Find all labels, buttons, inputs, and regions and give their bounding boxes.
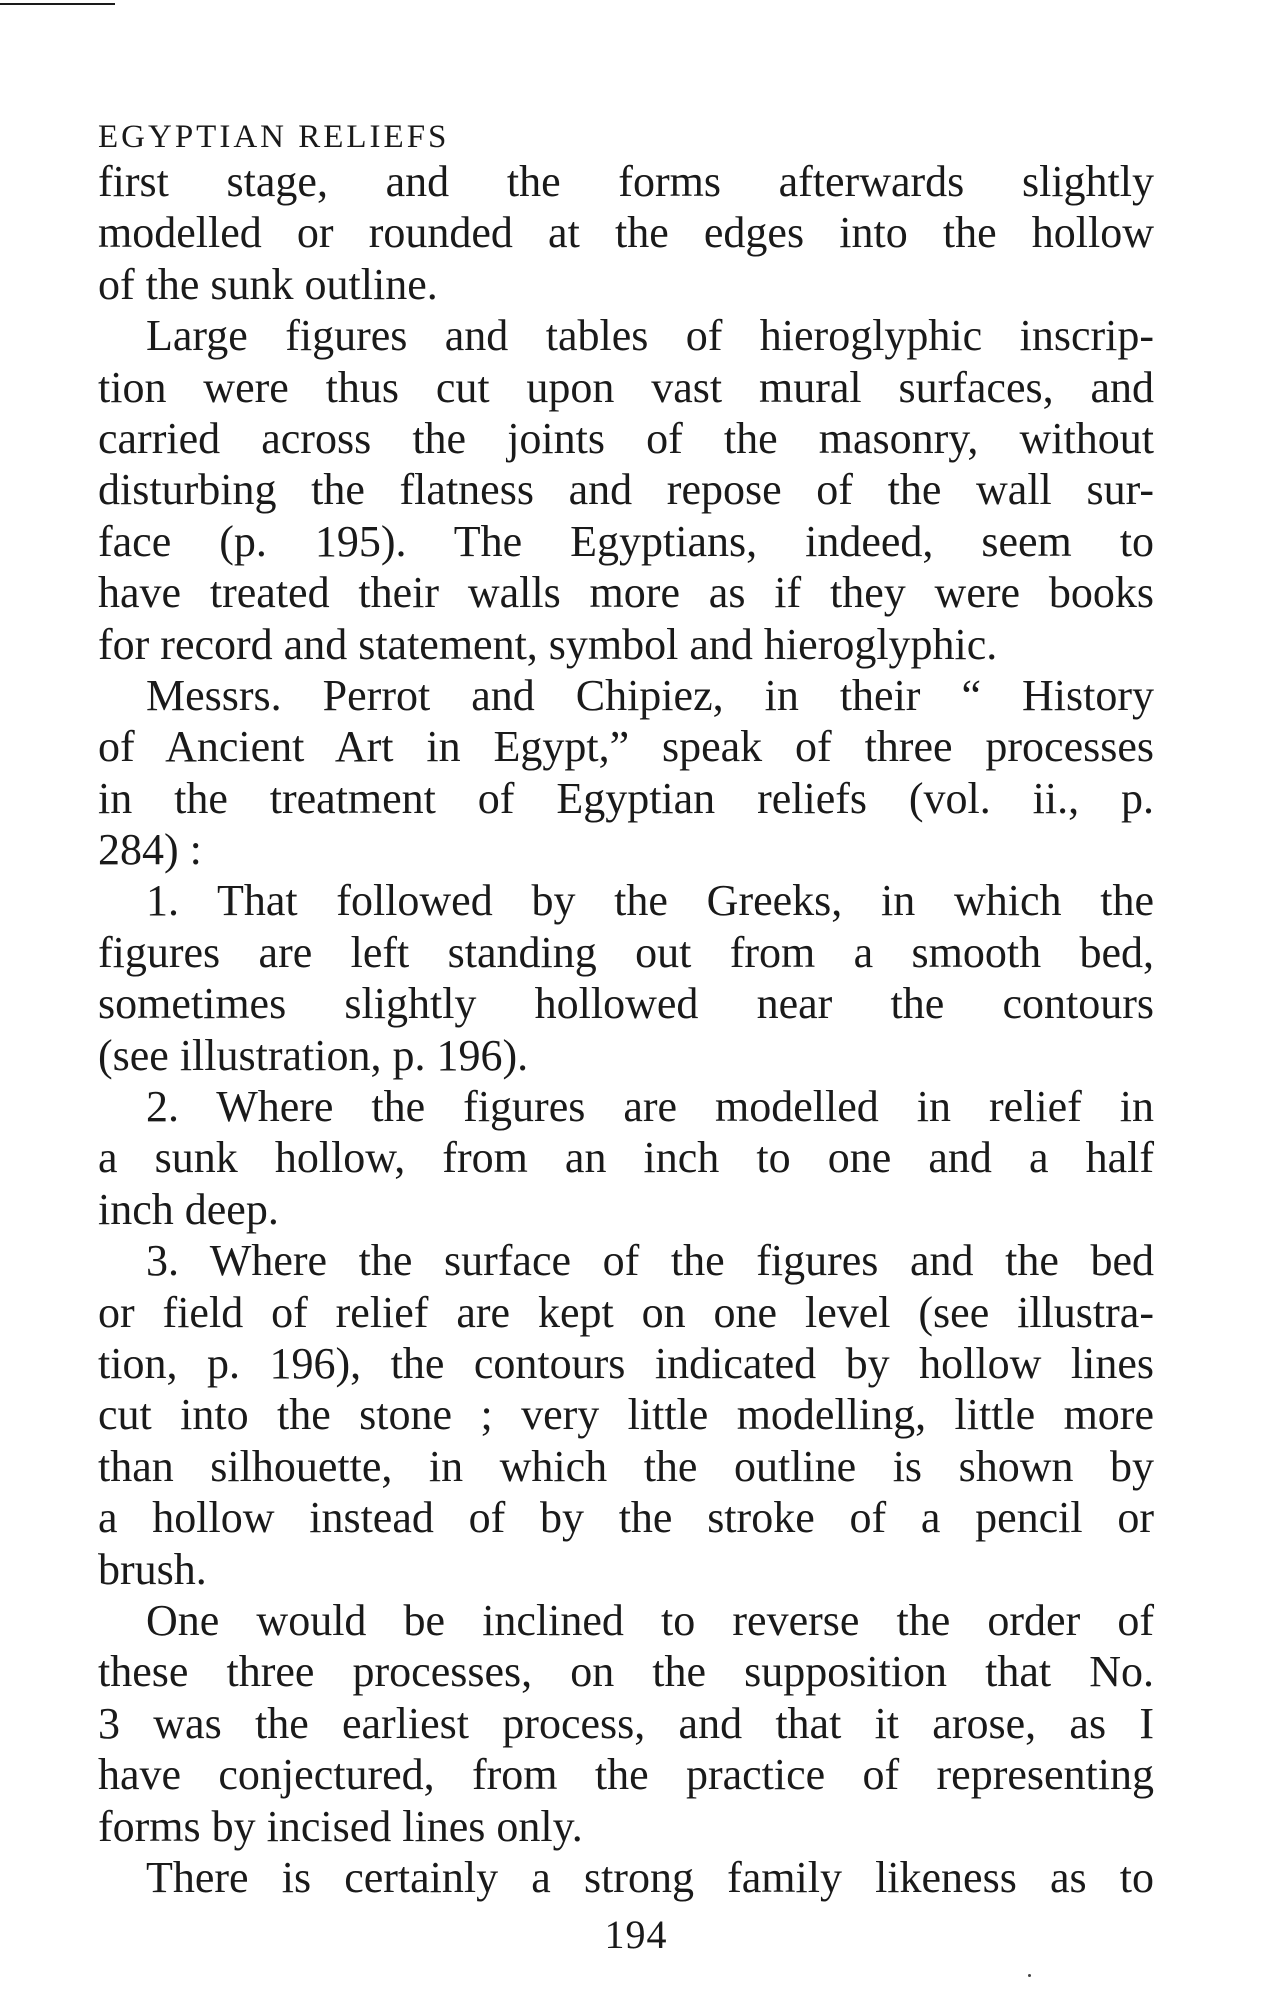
text-line: or field of relief are kept on one level (see illustra- bbox=[98, 1287, 1154, 1337]
text-line: forms by incised lines only. bbox=[98, 1801, 583, 1851]
text-line: for record and statement, symbol and hieroglyphic. bbox=[98, 619, 998, 669]
text-line: Messrs. Perrot and Chipiez, in their “ History bbox=[146, 670, 1154, 720]
scan-edge-rule bbox=[0, 3, 115, 5]
text-line: figures are left standing out from a smooth bed, bbox=[98, 927, 1154, 977]
text-line: than silhouette, in which the outline is shown by bbox=[98, 1441, 1154, 1491]
text-line: have treated their walls more as if they were books bbox=[98, 568, 1154, 618]
scan-speck bbox=[1028, 1974, 1031, 1977]
text-line: 1. That followed by the Greeks, in which the bbox=[146, 876, 1154, 926]
text-line: disturbing the flatness and repose of the wall sur- bbox=[98, 465, 1154, 515]
text-line: tion, p. 196), the contours indicated by hollow lines bbox=[98, 1338, 1154, 1388]
text-line: inch deep. bbox=[98, 1184, 279, 1234]
text-line: sometimes slightly hollowed near the contours bbox=[98, 979, 1154, 1029]
text-line: in the treatment of Egyptian reliefs (vol. ii., p. bbox=[98, 773, 1154, 823]
text-line: first stage, and the forms afterwards slightly bbox=[98, 157, 1154, 206]
text-line: these three processes, on the supposition that No. bbox=[98, 1647, 1154, 1697]
text-line: carried across the joints of the masonry, without bbox=[98, 413, 1154, 463]
text-line: cut into the stone ; very little modelling, little more bbox=[98, 1390, 1154, 1440]
text-line: (see illustration, p. 196). bbox=[98, 1030, 529, 1080]
text-line: face (p. 195). The Egyptians, indeed, seem to bbox=[98, 516, 1154, 566]
text-line: modelled or rounded at the edges into the hollow bbox=[98, 208, 1154, 258]
text-line: of the sunk outline. bbox=[98, 259, 438, 309]
text-line: tion were thus cut upon vast mural surfaces, and bbox=[98, 362, 1154, 412]
text-line: 2. Where the figures are modelled in relief in bbox=[146, 1082, 1154, 1132]
text-line: of Ancient Art in Egypt,” speak of three processes bbox=[98, 722, 1154, 772]
text-line: One would be inclined to reverse the order of bbox=[146, 1595, 1154, 1645]
text-line: brush. bbox=[98, 1544, 207, 1594]
text-line: have conjectured, from the practice of representing bbox=[98, 1750, 1154, 1800]
text-line: 3 was the earliest process, and that it arose, as I bbox=[98, 1698, 1154, 1748]
text-line: a sunk hollow, from an inch to one and a half bbox=[98, 1133, 1154, 1183]
running-head: EGYPTIAN RELIEFS bbox=[98, 119, 450, 155]
text-line: 284) : bbox=[98, 825, 202, 875]
page-text-block bbox=[98, 118, 1154, 1903]
text-line: a hollow instead of by the stroke of a pencil or bbox=[98, 1493, 1154, 1543]
text-line: 3. Where the surface of the figures and the bed bbox=[146, 1236, 1154, 1286]
text-line: There is certainly a strong family likeness as to bbox=[146, 1852, 1154, 1902]
text-line: Large figures and tables of hieroglyphic inscrip- bbox=[146, 311, 1154, 361]
page-number: 194 bbox=[604, 1912, 668, 1957]
